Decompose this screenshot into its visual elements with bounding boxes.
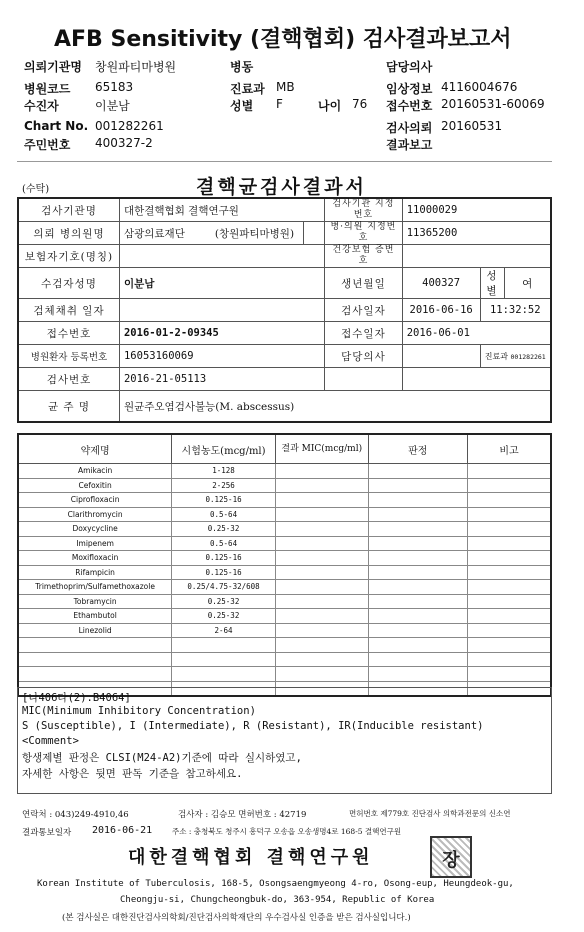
judgement-cell (368, 565, 467, 580)
clinical-info-value: 4116004676 (441, 80, 518, 94)
concentration-cell: 0.25/4.75-32/608 (172, 580, 276, 595)
sex-report-value: 여 (504, 268, 551, 299)
test-no-label: 검사번호 (18, 368, 119, 391)
hospital-code-label: 병원코드 (24, 82, 71, 96)
dob-value: 400327 (402, 268, 480, 299)
hospital-code-value: 65183 (95, 80, 134, 94)
receipt-no-label: 접수번호 (386, 99, 433, 113)
blank-row (18, 638, 551, 653)
remarks-cell (467, 522, 551, 537)
mic-result-cell (275, 667, 368, 682)
patient-value: 이분남 (95, 99, 130, 113)
drug-row (18, 522, 551, 537)
blank-cell (402, 368, 551, 391)
collection-date-label: 검체채취 일자 (18, 299, 119, 322)
department-value: 001282261 (510, 352, 546, 361)
sex-report-label: 성별 (480, 268, 504, 299)
registration-value: 16053160069 (119, 345, 324, 368)
mic-result-cell (275, 609, 368, 624)
mic-result-cell (275, 507, 368, 522)
drug-row (18, 464, 551, 479)
col-remarks: 비고 (467, 434, 551, 464)
drug-name-cell (18, 652, 172, 667)
remarks-cell (467, 667, 551, 682)
org-name: 대한결핵협회 결핵연구원 (128, 847, 374, 868)
col-judgement: 판정 (368, 434, 467, 464)
comment-line: <Comment> (22, 735, 79, 747)
contact: 연락처 : 043)249-4910,46 (22, 810, 129, 820)
judgement-cell (368, 623, 467, 638)
clinic-designation-label: 병·의원 지정번호 (325, 222, 403, 245)
health-insurance-label: 건강보험 증번호 (325, 245, 403, 268)
drug-name-cell: Doxycycline (18, 522, 172, 537)
physician-value (402, 345, 480, 368)
drug-row (18, 609, 551, 624)
test-no-value: 2016-21-05113 (119, 368, 324, 391)
judgement-cell (368, 667, 467, 682)
blank-row (18, 667, 551, 682)
dob-label: 생년월일 (325, 268, 403, 299)
clinic-designation-value: 11365200 (402, 222, 551, 245)
comment-line: S (Susceptible), I (Intermediate), R (Resistant), IR(Inducible resistant) (22, 720, 484, 732)
department-cell (480, 345, 551, 368)
physician-label: 담당의사 (325, 345, 403, 368)
receipt-date-label: 접수일자 (325, 322, 403, 345)
drug-name-cell (18, 638, 172, 653)
judgement-cell (368, 609, 467, 624)
mic-result-cell (275, 594, 368, 609)
institution-label: 의뢰기관명 (24, 60, 82, 74)
comment-line: 항생제별 판정은 CLSI(M24-A2)기준에 따라 실시하였고, (22, 752, 302, 764)
department-label: 진료과 (484, 351, 508, 361)
remarks-cell (467, 493, 551, 508)
drug-row (18, 623, 551, 638)
remarks-cell (467, 565, 551, 580)
patient-label: 수진자 (24, 99, 59, 113)
judgement-cell (368, 551, 467, 566)
drug-row (18, 580, 551, 595)
age-value: 76 (352, 97, 368, 111)
remarks-cell (467, 580, 551, 595)
drug-row (18, 478, 551, 493)
concentration-cell: 0.5-64 (172, 507, 276, 522)
request-date-value: 20160531 (441, 119, 503, 133)
drug-name-cell: Rifampicin (18, 565, 172, 580)
blank-row (18, 652, 551, 667)
concentration-cell (172, 652, 276, 667)
client-hospital-name: 삼광의료재단 (123, 227, 185, 240)
mic-result-cell (275, 652, 368, 667)
drug-table-header (18, 434, 551, 464)
drug-row (18, 594, 551, 609)
insurance-label: 보험자기호(명칭) (18, 245, 119, 268)
concentration-cell: 0.125-16 (172, 493, 276, 508)
resident-no-label: 주민번호 (24, 138, 71, 152)
drug-row (18, 565, 551, 580)
drug-name-cell: Tobramycin (18, 594, 172, 609)
mic-result-cell (275, 536, 368, 551)
judgement-cell (368, 638, 467, 653)
certification-note: (본 검사실은 대한진단검사의학회/진단검사의학재단의 우수검사실 인증을 받은 검사실입니다.) (62, 913, 411, 923)
test-date-value: 2016-06-16 (402, 299, 480, 322)
drug-name-cell: Ciprofloxacin (18, 493, 172, 508)
info-table (17, 197, 552, 423)
concentration-cell (172, 667, 276, 682)
client-hospital-extra (304, 222, 325, 245)
dept-label: 진료과 (230, 82, 265, 96)
sex-label: 성별 (230, 99, 254, 113)
concentration-cell: 0.25-32 (172, 609, 276, 624)
mic-result-cell (275, 464, 368, 479)
drug-name-cell (18, 667, 172, 682)
drug-name-cell: Clarithromycin (18, 507, 172, 522)
remarks-cell (467, 652, 551, 667)
blank-cell (325, 368, 403, 391)
remarks-cell (467, 536, 551, 551)
drug-name-cell: Trimethoprim/Sulfamethoxazole (18, 580, 172, 595)
judgement-cell (368, 580, 467, 595)
drug-table (17, 433, 552, 697)
remarks-cell (467, 464, 551, 479)
concentration-cell (172, 638, 276, 653)
comment-line: 자세한 사항은 뒷면 판독 기준을 참고하세요. (22, 768, 243, 780)
mic-result-cell (275, 478, 368, 493)
remarks-cell (467, 623, 551, 638)
health-insurance-value (402, 245, 551, 268)
comment-line: MIC(Minimum Inhibitory Concentration) (22, 705, 256, 717)
judgement-cell (368, 594, 467, 609)
remarks-cell (467, 478, 551, 493)
mic-result-cell (275, 565, 368, 580)
request-date-label: 검사의뢰 (386, 121, 433, 135)
registration-label: 병원환자 등록번호 (18, 345, 119, 368)
mic-result-cell (275, 522, 368, 537)
receipt-no-value: 20160531-60069 (441, 97, 545, 111)
doctor-label: 담당의사 (386, 60, 433, 74)
sex-value: F (276, 97, 283, 111)
report-label: 결과보고 (386, 138, 433, 152)
license: 면허번호 제779호 진단검사 의학과전문의 신소연 (349, 809, 511, 818)
ward-label: 병동 (230, 60, 254, 74)
organism-value: 원균주오염검사불능(M. abscessus) (119, 391, 551, 423)
receipt-value: 2016-01-2-09345 (119, 322, 324, 345)
client-hospital-sub: (창원파티마병원) (214, 227, 295, 240)
test-date-label: 검사일자 (325, 299, 403, 322)
lab-agency-label: 검사기관명 (18, 198, 119, 222)
institution-value: 창원파티마병원 (95, 60, 177, 74)
receipt-date-value: 2016-06-01 (402, 322, 551, 345)
drug-name-cell: Imipenem (18, 536, 172, 551)
concentration-cell: 0.125-16 (172, 565, 276, 580)
concentration-cell: 1-128 (172, 464, 276, 479)
official-seal (430, 836, 472, 878)
concentration-cell: 2-64 (172, 623, 276, 638)
resident-no-value: 400327-2 (95, 136, 153, 150)
drug-row (18, 536, 551, 551)
col-drug: 약제명 (18, 434, 172, 464)
lab-designation-label: 검사기관 지정번호 (325, 198, 403, 222)
concentration-cell: 0.5-64 (172, 536, 276, 551)
chart-no-value: 001282261 (95, 119, 164, 133)
page-title: AFB Sensitivity (결핵협회) 검사결과보고서 (54, 27, 512, 52)
judgement-cell (368, 493, 467, 508)
col-result: 결과 MIC(mcg/ml) (275, 434, 368, 464)
corner-label: (수탁) (22, 184, 50, 195)
judgement-cell (368, 522, 467, 537)
insurance-value (119, 245, 324, 268)
judgement-cell (368, 652, 467, 667)
comment-box (17, 687, 552, 794)
drug-row (18, 551, 551, 566)
patient-name-label: 수검자성명 (18, 268, 119, 299)
drug-name-cell: Cefoxitin (18, 478, 172, 493)
seal-text: 장 (442, 850, 460, 871)
drug-row (18, 507, 551, 522)
report-title: 결핵균검사결과서 (196, 176, 367, 198)
mic-result-cell (275, 551, 368, 566)
client-hospital-label: 의뢰 병의원명 (18, 222, 119, 245)
patient-name-value: 이분남 (119, 268, 324, 299)
remarks-cell (467, 609, 551, 624)
mic-result-cell (275, 638, 368, 653)
address: 주소 : 충청북도 청주시 흥덕구 오송읍 오송생명4로 168-5 결핵연구원 (172, 827, 402, 836)
drug-name-cell: Linezolid (18, 623, 172, 638)
drug-name-cell: Ethambutol (18, 609, 172, 624)
concentration-cell: 0.25-32 (172, 594, 276, 609)
age-label: 나이 (318, 99, 342, 113)
receipt-label: 접수번호 (18, 322, 119, 345)
english-address-1: Korean Institute of Tuberculosis, 168-5, Osongsaengmyeong 4-ro, Osong-eup, Heungdeok-gu, (37, 879, 514, 889)
comment-line: [나406다(2).B4064] (22, 692, 131, 704)
examiner: 검사자 : 김승모 면허번호 : 42719 (178, 810, 307, 820)
mic-result-cell (275, 493, 368, 508)
drug-name-cell: Amikacin (18, 464, 172, 479)
concentration-cell: 0.25-32 (172, 522, 276, 537)
report-date-value: 2016-06-21 (92, 825, 153, 836)
mic-result-cell (275, 580, 368, 595)
judgement-cell (368, 536, 467, 551)
chart-no-label: Chart No. (24, 119, 89, 133)
mic-result-cell (275, 623, 368, 638)
dept-value: MB (276, 80, 295, 94)
divider (17, 161, 552, 162)
client-hospital-value (119, 222, 303, 245)
judgement-cell (368, 507, 467, 522)
report-date-label: 결과통보일자 (22, 828, 72, 838)
remarks-cell (467, 507, 551, 522)
test-time-value: 11:32:52 (480, 299, 551, 322)
collection-date-value (119, 299, 324, 322)
remarks-cell (467, 594, 551, 609)
judgement-cell (368, 464, 467, 479)
clinical-info-label: 임상정보 (386, 82, 433, 96)
drug-row (18, 493, 551, 508)
concentration-cell: 0.125-16 (172, 551, 276, 566)
organism-label: 균 주 명 (18, 391, 119, 423)
concentration-cell: 2-256 (172, 478, 276, 493)
col-concentration: 시험농도(mcg/ml) (172, 434, 276, 464)
drug-name-cell: Moxifloxacin (18, 551, 172, 566)
lab-designation-value: 11000029 (402, 198, 551, 222)
remarks-cell (467, 638, 551, 653)
judgement-cell (368, 478, 467, 493)
lab-agency-value: 대한결핵협회 결핵연구원 (119, 198, 324, 222)
english-address-2: Cheongju-si, Chungcheongbuk-do, 363-954, Republic of Korea (120, 895, 435, 905)
remarks-cell (467, 551, 551, 566)
